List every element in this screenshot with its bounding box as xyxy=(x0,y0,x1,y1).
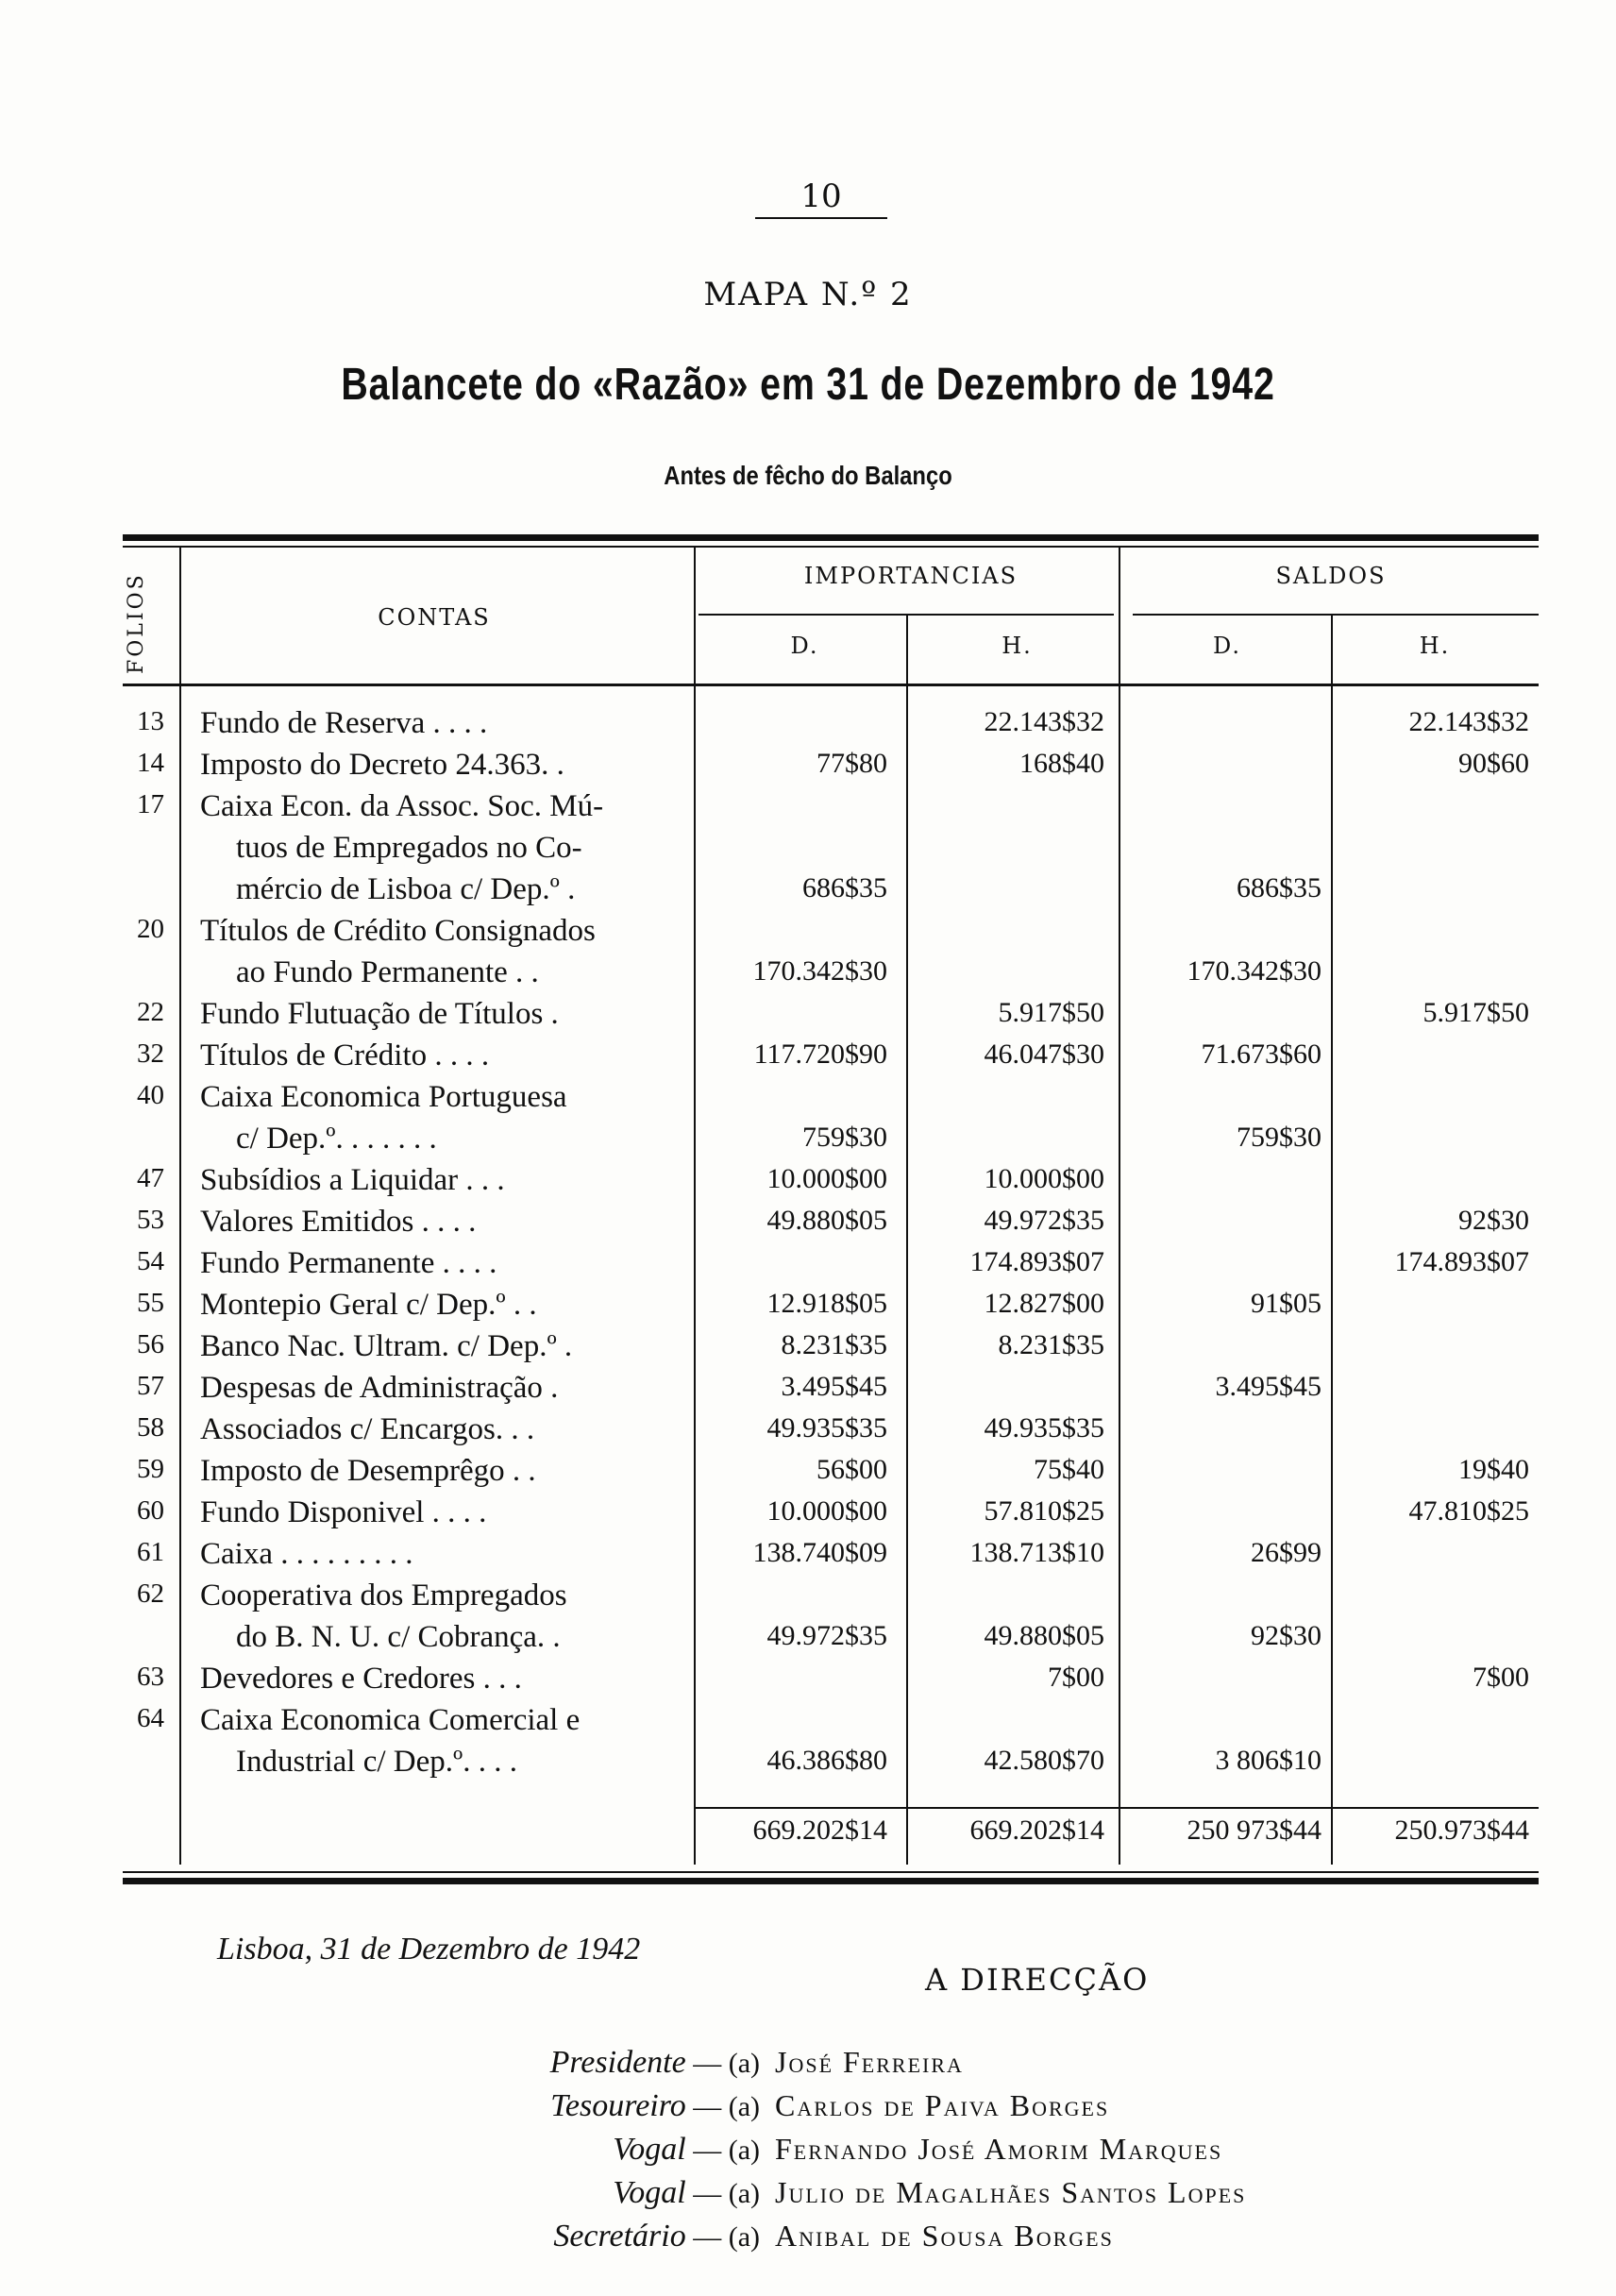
account-name: Associados c/ Encargos. . . xyxy=(200,1412,535,1446)
folio-number: 62 xyxy=(137,1578,164,1609)
amount-imp-d: 3.495$45 xyxy=(781,1371,887,1402)
role-separator: — (a) xyxy=(693,2048,760,2079)
folio-number: 13 xyxy=(137,706,164,736)
saldos-debit-header: D. xyxy=(1212,633,1241,659)
folio-number: 40 xyxy=(137,1080,164,1110)
table-row xyxy=(123,1495,1539,1537)
table-row xyxy=(123,1205,1539,1246)
amount-sal-h: 7$00 xyxy=(1473,1662,1529,1693)
folio-number: 61 xyxy=(137,1537,164,1567)
table-row xyxy=(123,1578,1539,1662)
person-name: José Ferreira xyxy=(775,2045,964,2079)
table-row xyxy=(123,1246,1539,1288)
total-sal-d: 250 973$44 xyxy=(1187,1815,1321,1846)
contas-header: CONTAS xyxy=(378,604,491,631)
signatory-name xyxy=(775,2175,1246,2210)
saldos-header: SALDOS xyxy=(1275,563,1387,589)
subheader-rule-right xyxy=(1133,614,1539,616)
ledger-table xyxy=(123,534,1539,1884)
table-row xyxy=(123,1163,1539,1205)
table-row xyxy=(123,1662,1539,1703)
table-row xyxy=(123,914,1539,997)
role-label: Vogal xyxy=(613,2132,686,2167)
table-row xyxy=(123,1288,1539,1329)
amount-sal-h: 5.917$50 xyxy=(1422,997,1529,1028)
amount-imp-h: 42.580$70 xyxy=(984,1745,1104,1776)
folio-number: 56 xyxy=(137,1329,164,1359)
account-name: Caixa Economica Portuguesa xyxy=(200,1080,567,1114)
role-separator: — (a) xyxy=(693,2178,760,2209)
amount-imp-d: 56$00 xyxy=(816,1454,887,1485)
board-title: A DIRECÇÃO xyxy=(925,1962,1150,1998)
amount-imp-d: 686$35 xyxy=(802,872,887,903)
amount-imp-h: 75$40 xyxy=(1034,1454,1104,1485)
amount-imp-h: 12.827$00 xyxy=(984,1288,1104,1319)
account-name: Títulos de Crédito . . . . xyxy=(200,1038,490,1072)
place-date: Lisboa, 31 de Dezembro de 1942 xyxy=(217,1932,641,1967)
table-row xyxy=(123,1703,1539,1786)
table-row xyxy=(123,706,1539,748)
amount-imp-h: 22.143$32 xyxy=(984,706,1104,737)
role-label: Presidente xyxy=(549,2045,686,2080)
amount-sal-d: 170.342$30 xyxy=(1187,955,1321,987)
account-name: Fundo de Reserva . . . . xyxy=(200,706,488,740)
amount-imp-h: 57.810$25 xyxy=(984,1495,1104,1527)
person-name: Fernando José Amorim Marques xyxy=(775,2132,1223,2166)
folio-number: 63 xyxy=(137,1662,164,1692)
amount-imp-h: 7$00 xyxy=(1048,1662,1104,1693)
amount-sal-d: 91$05 xyxy=(1251,1288,1321,1319)
amount-sal-d: 686$35 xyxy=(1237,872,1321,903)
person-name: Julio de Magalhães Santos Lopes xyxy=(775,2175,1247,2209)
signatory-role xyxy=(550,2045,760,2081)
folio-number: 59 xyxy=(137,1454,164,1484)
signatory-name xyxy=(775,2045,964,2080)
folio-number: 54 xyxy=(137,1246,164,1276)
amount-imp-d: 8.231$35 xyxy=(781,1329,887,1360)
folio-number: 22 xyxy=(137,997,164,1027)
role-separator: — (a) xyxy=(693,2221,760,2253)
amount-sal-h: 90$60 xyxy=(1458,748,1529,779)
page-number: 10 xyxy=(755,177,887,219)
table-row xyxy=(123,1080,1539,1163)
total-imp-h: 669.202$14 xyxy=(969,1815,1104,1846)
total-imp-d: 669.202$14 xyxy=(752,1815,887,1846)
page-subtitle: Antes de fêcho do Balanço xyxy=(664,461,952,490)
signatory-role xyxy=(553,2219,760,2254)
account-name: Devedores e Credores . . . xyxy=(200,1662,522,1696)
folio-number: 55 xyxy=(137,1288,164,1318)
folio-number: 64 xyxy=(137,1703,164,1733)
table-row xyxy=(123,997,1539,1038)
account-name: Cooperativa dos Empregados xyxy=(200,1578,567,1612)
bottom-rule xyxy=(123,1878,1539,1884)
amount-sal-d: 759$30 xyxy=(1237,1122,1321,1153)
role-separator: — (a) xyxy=(693,2135,760,2166)
amount-imp-d: 117.720$90 xyxy=(753,1038,887,1070)
totals-rule xyxy=(694,1807,1539,1809)
amount-imp-h: 8.231$35 xyxy=(998,1329,1104,1360)
header-bottom-rule xyxy=(123,684,1539,686)
role-label: Tesoureiro xyxy=(550,2088,686,2123)
account-name: Fundo Flutuação de Títulos . xyxy=(200,997,559,1031)
map-label: MAPA N.º 2 xyxy=(703,276,913,313)
amount-sal-d: 3 806$10 xyxy=(1215,1745,1321,1776)
table-row xyxy=(123,1454,1539,1495)
amount-imp-h: 10.000$00 xyxy=(984,1163,1104,1194)
account-name: do B. N. U. c/ Cobrança. . xyxy=(236,1620,561,1654)
table-row xyxy=(123,1038,1539,1080)
amount-sal-h: 92$30 xyxy=(1458,1205,1529,1236)
top-rule-thin xyxy=(123,546,1539,548)
folio-number: 58 xyxy=(137,1412,164,1443)
importancias-credit-header: H. xyxy=(1002,633,1033,659)
amount-imp-d: 10.000$00 xyxy=(766,1163,887,1194)
folios-header: FOLIOS xyxy=(125,572,148,674)
folio-number: 53 xyxy=(137,1205,164,1235)
account-name: Valores Emitidos . . . . xyxy=(200,1205,477,1239)
account-name: ao Fundo Permanente . . xyxy=(236,955,539,989)
amount-imp-d: 49.880$05 xyxy=(766,1205,887,1236)
amount-sal-h: 174.893$07 xyxy=(1394,1246,1529,1277)
person-name: Anibal de Sousa Borges xyxy=(775,2219,1114,2253)
amount-imp-h: 174.893$07 xyxy=(969,1246,1104,1277)
signatory-role xyxy=(613,2132,760,2168)
bottom-rule-thin xyxy=(123,1871,1539,1873)
amount-imp-d: 49.935$35 xyxy=(766,1412,887,1443)
amount-imp-h: 49.880$05 xyxy=(984,1620,1104,1651)
top-rule xyxy=(123,534,1539,541)
amount-sal-d: 71.673$60 xyxy=(1201,1038,1321,1070)
amount-imp-d: 12.918$05 xyxy=(766,1288,887,1319)
account-name: tuos de Empregados no Co- xyxy=(236,831,582,865)
account-name: Caixa Economica Comercial e xyxy=(200,1703,581,1737)
table-row xyxy=(123,789,1539,914)
amount-sal-d: 26$99 xyxy=(1251,1537,1321,1568)
amount-imp-d: 170.342$30 xyxy=(752,955,887,987)
amount-imp-d: 49.972$35 xyxy=(766,1620,887,1651)
account-name: Fundo Disponivel . . . . xyxy=(200,1495,487,1529)
folio-number: 60 xyxy=(137,1495,164,1526)
saldos-credit-header: H. xyxy=(1419,633,1451,659)
person-name: Carlos de Paiva Borges xyxy=(775,2088,1110,2122)
signatory-name xyxy=(775,2219,1114,2254)
importancias-debit-header: D. xyxy=(790,633,819,659)
account-name: Banco Nac. Ultram. c/ Dep.º . xyxy=(200,1329,573,1363)
amount-sal-d: 3.495$45 xyxy=(1215,1371,1321,1402)
amount-sal-h: 22.143$32 xyxy=(1408,706,1529,737)
amount-imp-h: 46.047$30 xyxy=(984,1038,1104,1070)
account-name: Imposto do Decreto 24.363. . xyxy=(200,748,564,782)
amount-imp-d: 77$80 xyxy=(816,748,887,779)
account-name: Imposto de Desemprêgo . . xyxy=(200,1454,536,1488)
account-name: Fundo Permanente . . . . xyxy=(200,1246,497,1280)
account-name: Industrial c/ Dep.º. . . . xyxy=(236,1745,517,1779)
role-label: Secretário xyxy=(553,2219,686,2254)
folio-number: 32 xyxy=(137,1038,164,1069)
amount-imp-d: 138.740$09 xyxy=(752,1537,887,1568)
account-name: Caixa . . . . . . . . . xyxy=(200,1537,413,1571)
amount-imp-h: 5.917$50 xyxy=(998,997,1104,1028)
amount-sal-h: 47.810$25 xyxy=(1408,1495,1529,1527)
account-name: Despesas de Administração . xyxy=(200,1371,559,1405)
totals-row xyxy=(123,1815,1539,1858)
table-row xyxy=(123,1412,1539,1454)
amount-imp-h: 168$40 xyxy=(1019,748,1104,779)
role-separator: — (a) xyxy=(693,2091,760,2122)
amount-sal-d: 92$30 xyxy=(1251,1620,1321,1651)
amount-imp-h: 49.972$35 xyxy=(984,1205,1104,1236)
table-row xyxy=(123,1537,1539,1578)
total-sal-h: 250.973$44 xyxy=(1394,1815,1529,1846)
importancias-header: IMPORTANCIAS xyxy=(803,563,1018,589)
amount-sal-h: 19$40 xyxy=(1458,1454,1529,1485)
amount-imp-h: 49.935$35 xyxy=(984,1412,1104,1443)
account-name: Caixa Econ. da Assoc. Soc. Mú- xyxy=(200,789,604,823)
table-row xyxy=(123,748,1539,789)
account-name: Títulos de Crédito Consignados xyxy=(200,914,596,948)
folio-number: 17 xyxy=(137,789,164,819)
folio-number: 57 xyxy=(137,1371,164,1401)
account-name: mércio de Lisboa c/ Dep.º . xyxy=(236,872,576,906)
account-name: Montepio Geral c/ Dep.º . . xyxy=(200,1288,537,1322)
table-row xyxy=(123,1371,1539,1412)
signatory-name xyxy=(775,2088,1109,2123)
account-name: Subsídios a Liquidar . . . xyxy=(200,1163,505,1197)
folio-number: 14 xyxy=(137,748,164,778)
folio-number: 20 xyxy=(137,914,164,944)
amount-imp-h: 138.713$10 xyxy=(969,1537,1104,1568)
amount-imp-d: 10.000$00 xyxy=(766,1495,887,1527)
role-label: Vogal xyxy=(613,2175,686,2210)
page-title: Balancete do «Razão» em 31 de Dezembro de 1942 xyxy=(341,360,1275,410)
folio-number: 47 xyxy=(137,1163,164,1193)
table-row xyxy=(123,1329,1539,1371)
amount-imp-d: 46.386$80 xyxy=(766,1745,887,1776)
account-name: c/ Dep.º. . . . . . . xyxy=(236,1122,437,1156)
signatory-name xyxy=(775,2132,1222,2167)
signatory-role xyxy=(550,2088,760,2124)
signatory-role xyxy=(613,2175,760,2211)
amount-imp-d: 759$30 xyxy=(802,1122,887,1153)
